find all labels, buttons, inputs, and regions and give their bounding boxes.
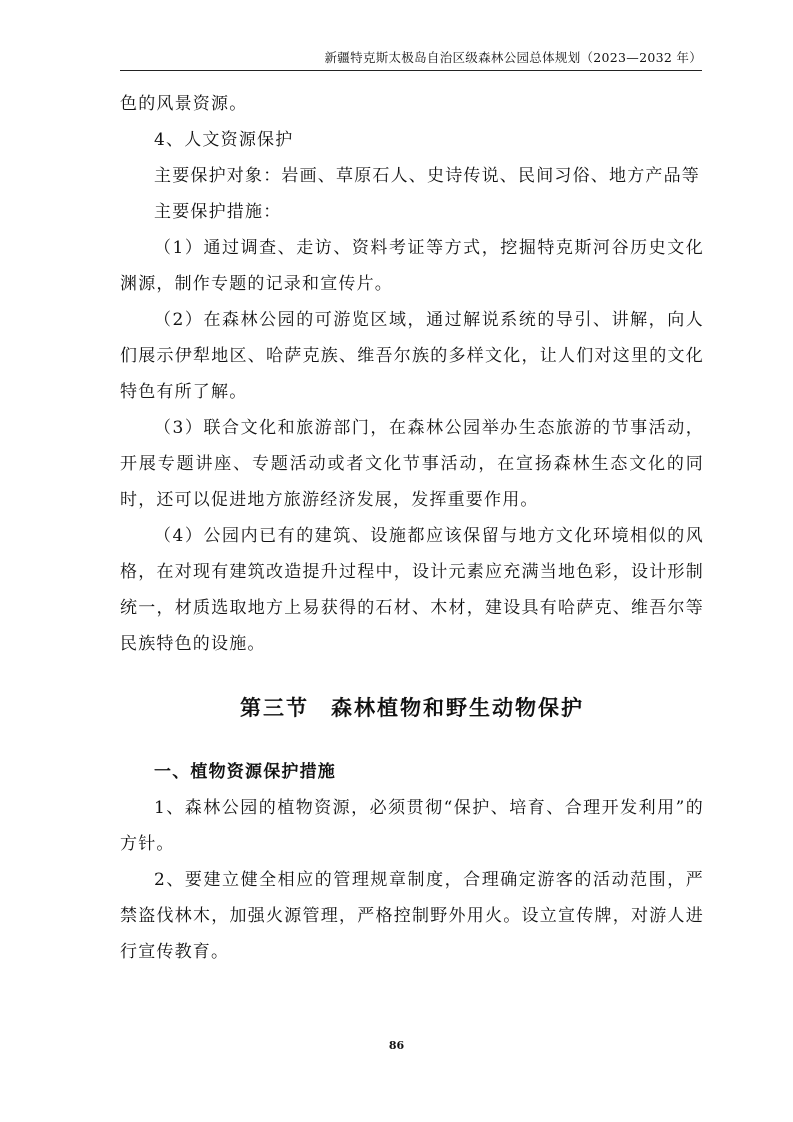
plant-measure-1: 1、森林公园的植物资源，必须贯彻“保护、培育、合理开发利用”的方针。	[120, 798, 704, 854]
measure-1: （1）通过调查、走访、资料考证等方式，挖掘特克斯河谷历史文化渊源，制作专题的记录和宣传片。	[120, 238, 704, 294]
running-header: 新疆特克斯太极岛自治区级森林公园总体规划（2023—2032 年）	[324, 50, 702, 65]
continued-paragraph: 色的风景资源。	[120, 94, 248, 114]
protection-measures-label: 主要保护措施：	[154, 202, 282, 222]
section-number: 第三节	[240, 696, 309, 720]
plant-measure-2: 2、要建立健全相应的管理规章制度，合理确定游客的活动范围，严禁盗伐林木，加强火源管理，严格控制野外用火。设立宣传牌，对游人进行宣传教育。	[120, 870, 704, 962]
page-number: 86	[388, 1039, 405, 1052]
measure-4: （4）公园内已有的建筑、设施都应该保留与地方文化环境相似的风格，在对现有建筑改造提升过程中，设计元素应充满当地色彩，设计形制统一，材质选取地方上易获得的石材、木材，建设具有哈萨克、维吾尔等民族特色的设施。	[120, 526, 704, 654]
section-title: 森林植物和野生动物保护	[331, 696, 584, 720]
subheading-cultural-protection: 4、人文资源保护	[154, 130, 294, 150]
measure-2: （2）在森林公园的可游览区域，通过解说系统的导引、讲解，向人们展示伊犁地区、哈萨克族、维吾尔族的多样文化，让人们对这里的文化特色有所了解。	[120, 310, 704, 402]
protection-objects-paragraph: 主要保护对象：岩画、草原石人、史诗传说、民间习俗、地方产品等	[154, 166, 700, 186]
section-heading	[120, 690, 704, 726]
subsection-heading: 一、植物资源保护措施	[154, 762, 336, 782]
header-rule	[120, 70, 702, 71]
measure-3: （3）联合文化和旅游部门，在森林公园举办生态旅游的节事活动，开展专题讲座、专题活动或者文化节事活动，在宣扬森林生态文化的同时，还可以促进地方旅游经济发展，发挥重要作用。	[120, 418, 704, 510]
page-body	[120, 86, 704, 970]
